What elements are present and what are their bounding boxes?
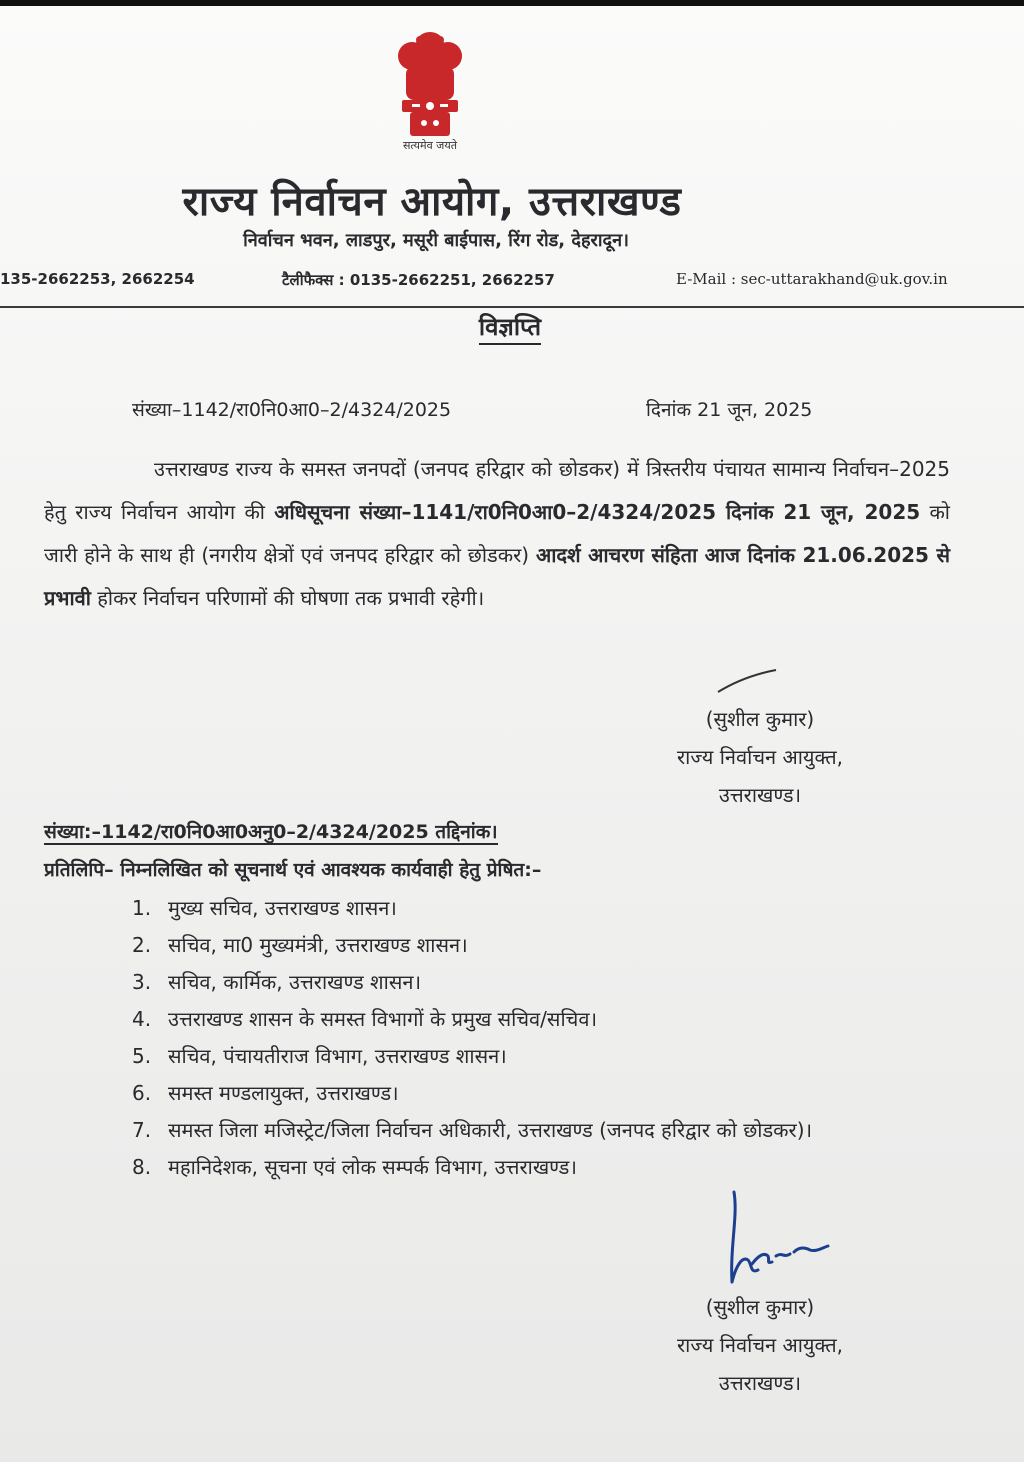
signature-mark-icon — [714, 666, 784, 696]
list-item-text: समस्त जिला मजिस्ट्रेट/जिला निर्वाचन अधिकारी, उत्तराखण्ड (जनपद हरिद्वार को छोडकर)। — [168, 1118, 813, 1142]
list-item-number: 7. — [132, 1118, 152, 1142]
copy-intro: प्रतिलिपि– निम्नलिखित को सूचनार्थ एवं आवश्यक कार्यवाही हेतु प्रेषित:– — [44, 859, 542, 881]
list-item-number: 6. — [132, 1081, 152, 1105]
organization-address: निर्वाचन भवन, लाडपुर, मसूरी बाईपास, रिंग रोड, देहरादून। — [243, 230, 629, 251]
body-bold-1: अधिसूचना संख्या–1141/रा0नि0आ0–2/4324/2025 दिनांक 21 जून, 2025 — [274, 500, 921, 524]
body-bold-2: आदर्श आचरण संहिता आज दिनांक 21.06.2025 से प्रभावी — [44, 543, 950, 610]
signatory-designation: राज्य निर्वाचन आयुक्त, — [676, 745, 843, 769]
email-address: E-Mail : sec-uttarakhand@uk.gov.in — [676, 270, 948, 288]
emblem-motto: सत्यमेव जयते — [402, 139, 457, 152]
list-item — [132, 1001, 952, 1038]
list-item-number: 2. — [132, 933, 152, 957]
body-part-2: को जारी होने के साथ ही (नगरीय क्षेत्रों एवं जनपद हरिद्वार को छोडकर) — [44, 500, 950, 567]
list-item-text: सचिव, पंचायतीराज विभाग, उत्तराखण्ड शासन। — [168, 1044, 507, 1068]
signatory-state: उत्तराखण्ड। — [718, 1371, 802, 1395]
copy-reference-text: संख्या:–1142/रा0नि0आ0अनु0–2/4324/2025 तद्दिनांक। — [44, 821, 498, 843]
list-item — [132, 1038, 952, 1075]
list-item-number: 4. — [132, 1007, 152, 1031]
list-item — [132, 890, 952, 927]
list-item-text: सचिव, मा0 मुख्यमंत्री, उत्तराखण्ड शासन। — [168, 933, 468, 957]
list-item-text: मुख्य सचिव, उत्तराखण्ड शासन। — [168, 896, 397, 920]
header-divider — [0, 306, 1024, 308]
list-item-number: 8. — [132, 1155, 152, 1179]
copy-reference — [44, 818, 498, 844]
body-part-3: होकर निर्वाचन परिणामों की घोषणा तक प्रभावी रहेगी। — [90, 586, 485, 610]
signature-block-2 — [620, 1288, 900, 1402]
copy-recipient-list — [132, 890, 952, 1186]
phone-numbers: 135-2662253, 2662254 — [0, 270, 195, 288]
state-emblem-icon — [380, 26, 480, 156]
body-part-1: उत्तराखण्ड राज्य के समस्त जनपदों (जनपद हरिद्वार को छोडकर) में त्रिस्तरीय पंचायत सामान्य निर्वाचन–2025 हेतु राज्य निर्वाचन आयोग की — [44, 457, 950, 524]
list-item-text: महानिदेशक, सूचना एवं लोक सम्पर्क विभाग, उत्तराखण्ड। — [168, 1155, 577, 1179]
telefax-numbers: टैलीफैक्स : 0135-2662251, 2662257 — [282, 271, 555, 289]
signatory-state: उत्तराखण्ड। — [718, 783, 802, 807]
signature-block-1 — [620, 700, 900, 814]
signatory-name: (सुशील कुमार) — [705, 707, 815, 731]
signatory-name: (सुशील कुमार) — [705, 1295, 815, 1319]
notice-title-text: विज्ञप्ति — [479, 313, 541, 345]
signatory-designation: राज्य निर्वाचन आयुक्त, — [676, 1333, 843, 1357]
list-item — [132, 1149, 952, 1186]
screen-top-edge — [0, 0, 1024, 6]
list-item-text: उत्तराखण्ड शासन के समस्त विभागों के प्रमुख सचिव/सचिव। — [168, 1007, 598, 1031]
notice-date: दिनांक 21 जून, 2025 — [646, 399, 813, 421]
list-item — [132, 1075, 952, 1112]
organization-name: राज्य निर्वाचन आयोग, उत्तराखण्ड — [182, 179, 682, 225]
list-item — [132, 927, 952, 964]
list-item — [132, 1112, 952, 1149]
notice-body — [44, 448, 950, 620]
list-item-text: सचिव, कार्मिक, उत्तराखण्ड शासन। — [168, 970, 422, 994]
list-item-text: समस्त मण्डलायुक्त, उत्तराखण्ड। — [168, 1081, 399, 1105]
notice-title — [420, 310, 600, 343]
list-item-number: 1. — [132, 896, 152, 920]
list-item-number: 5. — [132, 1044, 152, 1068]
list-item — [132, 964, 952, 1001]
handwritten-signature-icon — [712, 1186, 842, 1296]
reference-number: संख्या–1142/रा0नि0आ0–2/4324/2025 — [132, 399, 452, 421]
list-item-number: 3. — [132, 970, 152, 994]
